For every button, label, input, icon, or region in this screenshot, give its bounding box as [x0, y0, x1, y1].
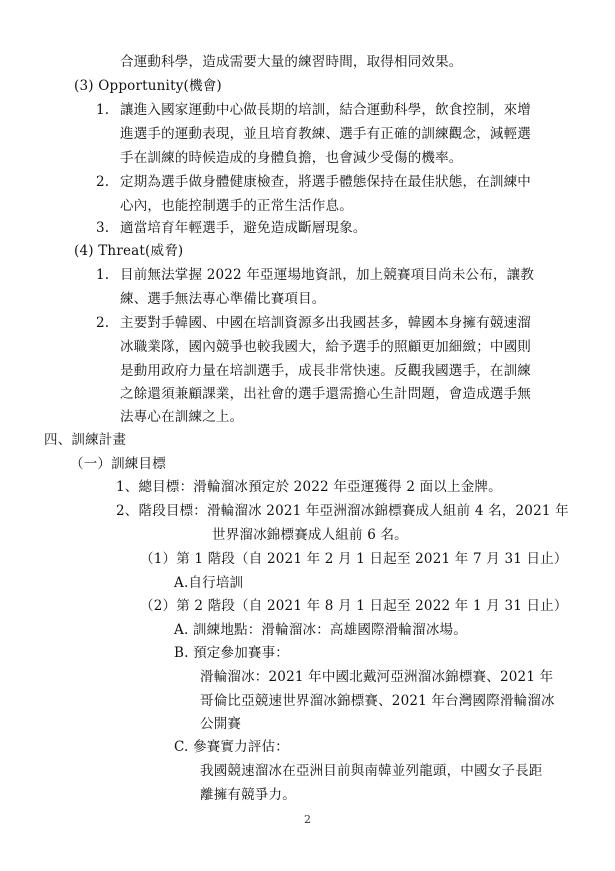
text-line: 適當培育年輕選手，避免造成斷層現象。	[120, 220, 367, 236]
text-line: A.自行培訓	[174, 575, 244, 591]
text-line: 世界溜冰錦標賽成人組前 6 名。	[212, 527, 408, 543]
text-line: 2、階段目標：滑輪溜冰 2021 年亞洲溜冰錦標賽成人組前 4 名，2021 年	[116, 503, 569, 519]
text-line: 目前無法掌握 2022 年亞運場地資訊，加上競賽項目尚未公布，讓教	[120, 267, 535, 283]
text-line: 進選手的運動表現，並且培育教練、選手有正確的訓練觀念，減輕選	[120, 126, 531, 142]
text-line: 讓進入國家運動中心做長期的培訓，結合運動科學，飲食控制，來增	[120, 102, 531, 118]
phase-heading: （2）第 2 階段（自 2021 年 8 月 1 日起至 2022 年 1 月 31 日止）	[140, 598, 568, 614]
section-heading: (3) Opportunity(機會)	[74, 78, 222, 94]
text-line: 之餘還須兼顧課業，出社會的選手還需擔心生計問題，會造成選手無	[120, 386, 531, 402]
list-number: 1.	[96, 267, 110, 283]
text-line: 練、選手無法專心準備比賽項目。	[120, 291, 326, 307]
text-line: 冰職業隊，國內競爭也較我國大，給予選手的照顧更加細緻；中國則	[120, 339, 531, 355]
text-line: 公開賽	[200, 716, 242, 732]
list-number: 2.	[96, 174, 110, 190]
list-number: 3.	[96, 220, 110, 236]
text-line: 哥倫比亞競速世界溜冰錦標賽、2021 年台灣國際滑輪溜冰	[200, 693, 555, 709]
text-line: 1、總目標：滑輪溜冰預定於 2022 年亞運獲得 2 面以上金牌。	[116, 479, 502, 495]
subsection-heading: （一）訓練目標	[70, 456, 166, 472]
text-line: C. 參賽實力評估：	[174, 739, 289, 755]
text-line: B. 預定參加賽事：	[174, 645, 290, 661]
section-heading: (4) Threat(威脅)	[74, 243, 184, 259]
text-line: 是動用政府力量在培訓選手，成長非常快速。反觀我國選手，在訓練	[120, 363, 531, 379]
text-line: 手在訓練的時候造成的身體負擔，也會減少受傷的機率。	[120, 150, 463, 166]
phase-heading: （1）第 1 階段（自 2021 年 2 月 1 日起至 2021 年 7 月 31 日止）	[140, 551, 568, 567]
list-number: 2.	[96, 315, 110, 331]
text-line: 定期為選手做身體健康檢查，將選手體態保持在最佳狀態，在訓練中	[120, 174, 531, 190]
text-line: 離擁有競爭力。	[200, 787, 296, 803]
text-line: A. 訓練地點：滑輪溜冰：高雄國際滑輪溜冰場。	[174, 622, 467, 638]
page-number: 2	[304, 813, 311, 826]
text-line: 我國競速溜冰在亞洲目前與南韓並列龍頭，中國女子長距	[200, 763, 543, 779]
text-line: 滑輪溜冰：2021 年中國北戴河亞洲溜冰錦標賽、2021 年	[200, 669, 554, 685]
text-line: 心內，也能控制選手的正常生活作息。	[120, 198, 353, 214]
text-line: 主要對手韓國、中國在培訓資源多出我國甚多，韓國本身擁有競速溜	[120, 315, 531, 331]
text-line: 法專心在訓練之上。	[120, 409, 244, 425]
list-number: 1.	[96, 102, 110, 118]
chapter-heading: 四、訓練計畫	[44, 432, 127, 448]
text-line: 合運動科學，造成需要大量的練習時間，取得相同效果。	[120, 54, 463, 70]
